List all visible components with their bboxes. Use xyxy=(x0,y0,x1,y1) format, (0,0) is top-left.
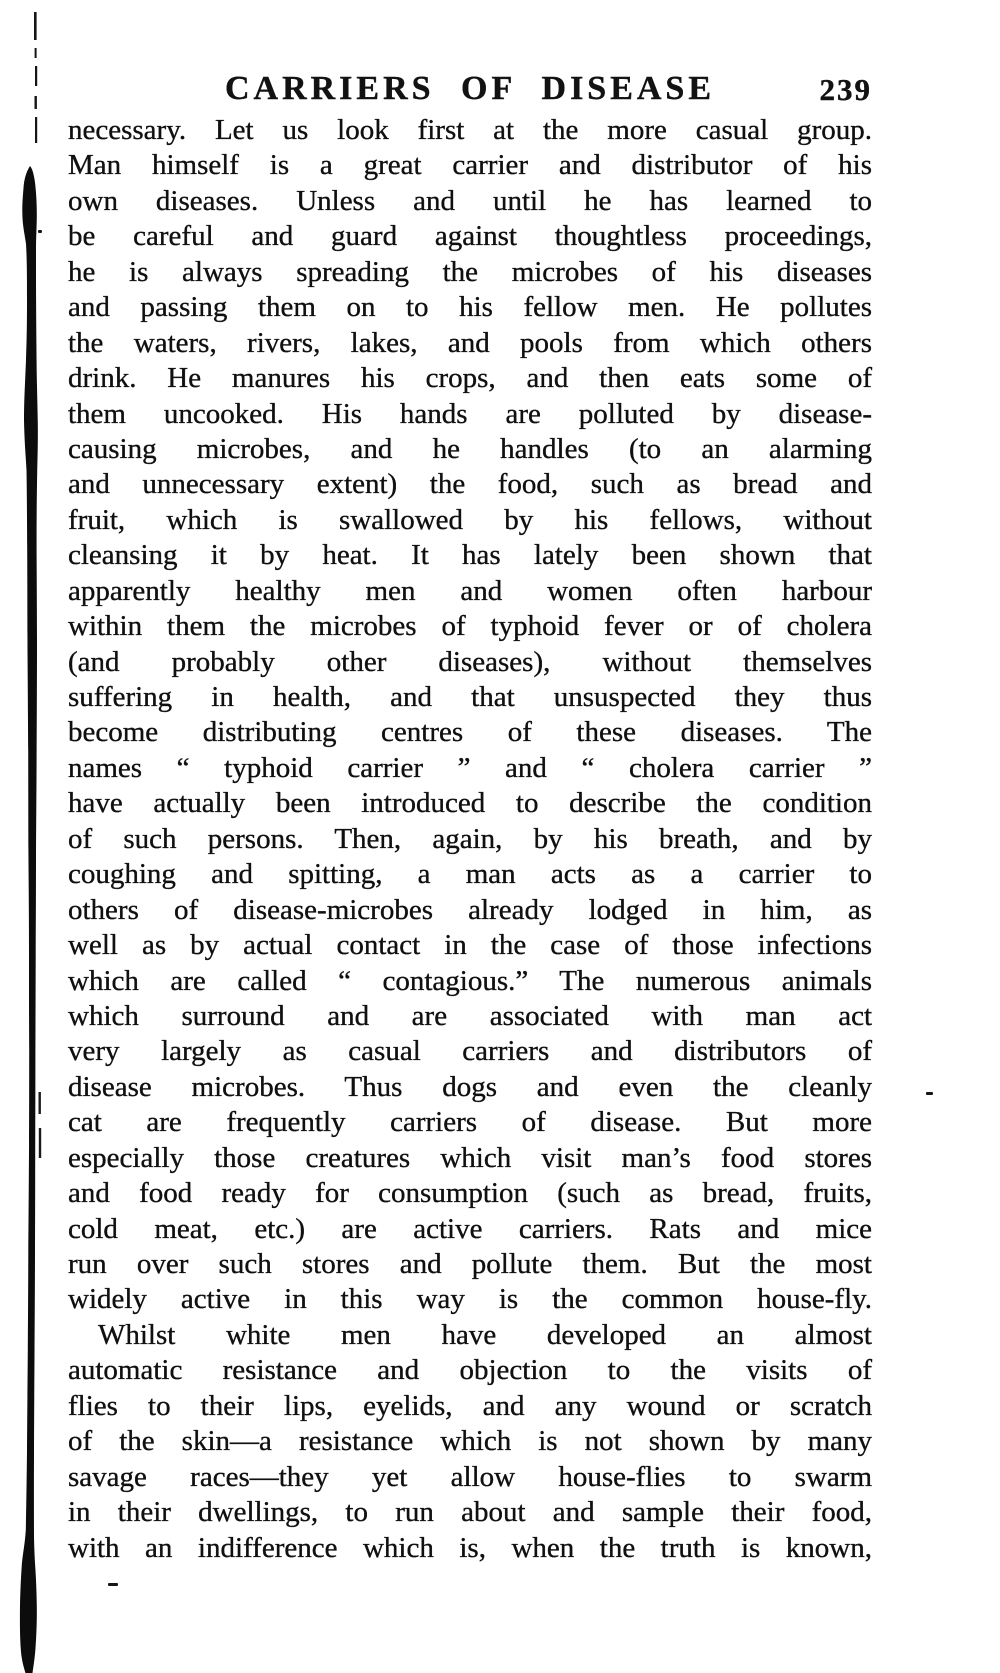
text-line: flies to their lips, eyelids, and any wound or scratch xyxy=(68,1389,872,1422)
text-line: have actually been introduced to describe the condition xyxy=(68,787,872,820)
running-head-title: CARRIERS OF DISEASE xyxy=(224,70,716,107)
text-line: within them the microbes of typhoid fever or of cholera xyxy=(68,610,872,643)
text-line: he is always spreading the microbes of his diseases xyxy=(68,255,872,288)
page-header xyxy=(68,70,872,112)
text-line: especially those creatures which visit man’s food stores xyxy=(68,1141,872,1174)
text-line: run over such stores and pollute them. But the most xyxy=(68,1248,872,1280)
text-line: cat are frequently carriers of disease. But more xyxy=(68,1106,872,1139)
text-line: with an indifference which is, when the truth is known, xyxy=(68,1531,872,1564)
text-line: cleansing it by heat. It has lately been shown that xyxy=(68,539,872,572)
text-line: and passing them on to his fellow men. He pollutes xyxy=(68,291,872,324)
text-line: Man himself is a great carrier and distributor of his xyxy=(68,149,872,182)
text-line: cold meat, etc.) are active carriers. Rats and mice xyxy=(68,1212,872,1245)
text-line: causing microbes, and he handles (to an alarming xyxy=(68,432,872,465)
text-line: (and probably other diseases), without themselves xyxy=(68,645,872,678)
text-line: which are called “ contagious.” The numerous animals xyxy=(68,964,872,997)
text-line: the waters, rivers, lakes, and pools from which others xyxy=(68,326,872,359)
scan-speckle xyxy=(108,1583,118,1586)
text-line: apparently healthy men and women often harbour xyxy=(68,574,872,607)
page-number: 239 xyxy=(819,72,872,107)
text-line: very largely as casual carriers and distributors of xyxy=(68,1035,872,1068)
text-line: own diseases. Unless and until he has learned to xyxy=(68,184,872,217)
text-line: of the skin—a resistance which is not shown by many xyxy=(68,1425,872,1458)
text-line: and unnecessary extent) the food, such as bread and xyxy=(68,468,872,501)
text-line: be careful and guard against thoughtless proceedings, xyxy=(68,220,872,253)
binding-shadow-artifact xyxy=(0,0,60,1673)
text-line: fruit, which is swallowed by his fellows, without xyxy=(68,503,872,536)
text-line: automatic resistance and objection to the visits of xyxy=(68,1354,872,1387)
text-line: disease microbes. Thus dogs and even the cleanly xyxy=(68,1070,872,1103)
text-line: in their dwellings, to run about and sample their food, xyxy=(68,1496,872,1529)
text-line: widely active in this way is the common house-fly. xyxy=(68,1283,872,1316)
text-line: names “ typhoid carrier ” and “ cholera carrier ” xyxy=(68,751,872,784)
text-line: suffering in health, and that unsuspected they thus xyxy=(68,681,872,713)
text-line: drink. He manures his crops, and then eats some of xyxy=(68,362,872,395)
text-line: others of disease-microbes already lodged in him, as xyxy=(68,893,872,926)
page-text xyxy=(68,113,872,1566)
scan-speckle xyxy=(38,230,42,233)
text-line: coughing and spitting, a man acts as a carrier to xyxy=(68,858,872,891)
text-line: them uncooked. His hands are polluted by disease- xyxy=(68,397,872,430)
text-line: Whilst white men have developed an almost xyxy=(98,1318,872,1351)
text-line: necessary. Let us look first at the more casual group. xyxy=(68,114,872,146)
text-line: of such persons. Then, again, by his breath, and by xyxy=(68,822,872,855)
text-line: which surround and are associated with man act xyxy=(68,999,872,1032)
text-line: and food ready for consumption (such as bread, fruits, xyxy=(68,1177,872,1210)
text-line: become distributing centres of these diseases. The xyxy=(68,716,872,749)
scan-speckle xyxy=(926,1092,933,1095)
text-line: well as by actual contact in the case of those infections xyxy=(68,929,872,962)
text-line: savage races—they yet allow house-flies to swarm xyxy=(68,1460,872,1493)
